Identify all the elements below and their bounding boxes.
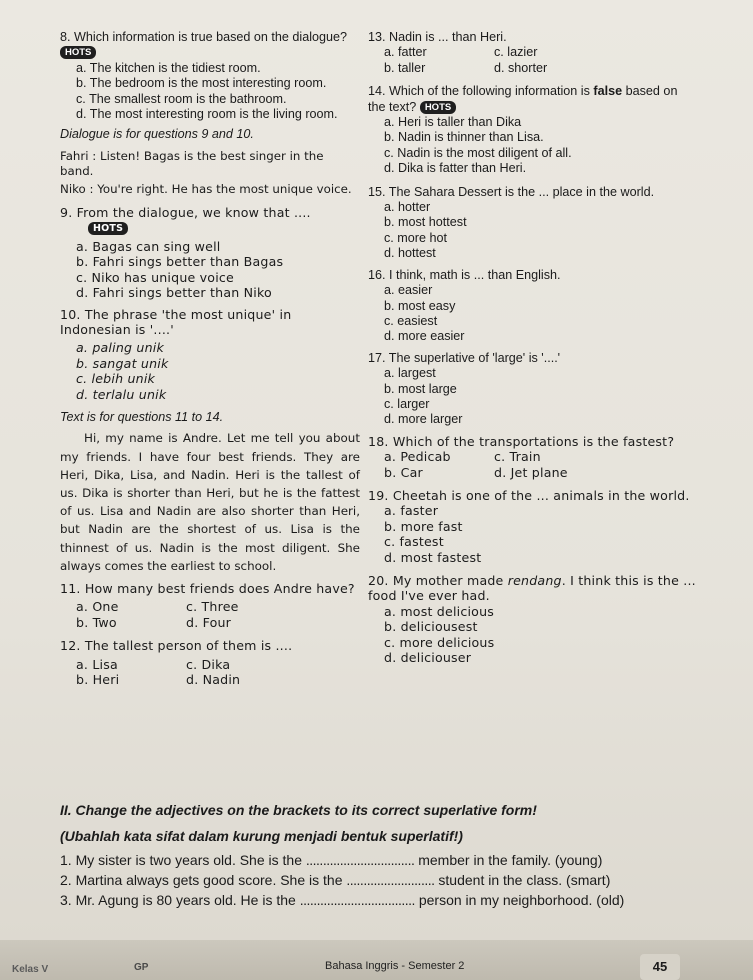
q13-option-b: b. taller <box>384 60 426 75</box>
question-12 <box>60 638 360 687</box>
q11-option-d: d. Four <box>186 614 232 630</box>
q12-option-c: c. Dika <box>186 656 231 672</box>
dialogue-line-2 <box>60 182 360 197</box>
q9-option-d: d. Fahri sings better than Niko <box>76 285 272 301</box>
item-2-post: student in the class. (smart) <box>438 872 611 888</box>
dialogue <box>60 149 360 197</box>
section-2-subtitle: (Ubahlah kata sifat dalam kurung menjadi bentuk superlatif!) <box>60 828 463 844</box>
hots-badge: HOTS <box>60 46 96 59</box>
q18-option-d: d. Jet plane <box>494 464 568 480</box>
section-2-item-1 <box>60 850 720 870</box>
q17-option-c: c. larger <box>384 396 430 411</box>
q11-option-c: c. Three <box>186 599 239 615</box>
question-13 <box>368 30 698 76</box>
q20-option-c: c. more delicious <box>384 634 495 650</box>
q18-option-b: b. Car <box>384 464 423 480</box>
q12-options-row-1 <box>60 657 360 672</box>
q8-option-c: c. The smallest room is the bathroom. <box>76 91 287 106</box>
question-8-text: 8. Which information is true based on the dialogue? <box>60 30 348 44</box>
q15-option-d: d. hottest <box>384 246 436 261</box>
question-17 <box>368 351 698 428</box>
question-17-text: 17. The superlative of 'large' is '....' <box>368 350 561 365</box>
q12-options-row-2 <box>60 672 360 687</box>
question-18-text: 18. Which of the transportations is the fastest? <box>368 433 675 449</box>
page-footer <box>0 930 753 980</box>
q20-option-b: b. deliciousest <box>384 619 478 635</box>
dialogue-line-2-text: You're right. He has the most unique voice. <box>97 181 352 196</box>
section-2-item-3 <box>60 890 720 910</box>
q13-option-a: a. fatter <box>384 45 427 60</box>
q17-option-d: d. more larger <box>384 412 463 427</box>
item-2-blank[interactable]: .......................... <box>346 872 435 888</box>
q16-option-c: c. easiest <box>384 313 438 328</box>
dialogue-label: Dialogue is for questions 9 and 10. <box>60 127 254 142</box>
q11-options-row-1 <box>60 599 360 614</box>
right-column <box>368 30 698 665</box>
q15-option-b: b. most hottest <box>384 215 467 230</box>
question-14 <box>368 84 698 176</box>
q14-option-d: d. Dika is fatter than Heri. <box>384 161 527 176</box>
publisher-logo-icon: GP <box>134 962 149 973</box>
question-9-text: 9. From the dialogue, we know that .... <box>60 205 311 221</box>
question-15 <box>368 185 698 262</box>
section-2-item-2 <box>60 870 720 890</box>
q10-option-c: c. lebih unik <box>76 371 156 387</box>
question-16-text: 16. I think, math is ... than English. <box>368 267 561 282</box>
q9-option-b: b. Fahri sings better than Bagas <box>76 254 284 270</box>
question-9 <box>60 205 360 300</box>
q18-options-row-2 <box>368 465 698 480</box>
question-8 <box>60 30 360 122</box>
speaker-niko: Niko : <box>60 181 94 196</box>
question-20-text-pre: 20. My mother made <box>368 573 508 588</box>
q16-option-a: a. easier <box>384 283 433 298</box>
question-12-text: 12. The tallest person of them is .... <box>60 638 293 654</box>
q17-option-b: b. most large <box>384 381 457 396</box>
q16-option-b: b. most easy <box>384 298 456 313</box>
item-1-blank[interactable]: ................................ <box>305 852 415 868</box>
speaker-fahri: Fahri : <box>60 148 97 163</box>
q19-option-d: d. most fastest <box>384 549 482 565</box>
item-2-pre: 2. Martina always gets good score. She is the <box>60 872 343 888</box>
false-word: false <box>593 84 623 99</box>
q18-options-row-1 <box>368 449 698 464</box>
question-16 <box>368 268 698 345</box>
q12-option-d: d. Nadin <box>186 672 241 687</box>
q14-option-b: b. Nadin is thinner than Lisa. <box>384 130 544 145</box>
item-3-blank[interactable]: .................................. <box>299 892 415 908</box>
hots-badge: HOTS <box>420 101 456 114</box>
q14-option-c: c. Nadin is the most diligent of all. <box>384 145 572 160</box>
q10-option-b: b. sangat unik <box>76 355 169 371</box>
q10-option-a: a. paling unik <box>76 340 164 356</box>
question-10 <box>60 307 360 402</box>
q13-options-row-1 <box>368 45 698 60</box>
q20-option-d: d. deliciouser <box>384 650 472 666</box>
q10-option-d: d. terlalu unik <box>76 386 167 402</box>
q8-option-b: b. The bedroom is the most interesting room. <box>76 76 327 91</box>
question-13-text: 13. Nadin is ... than Heri. <box>368 30 507 44</box>
q8-option-a: a. The kitchen is the tidiest room. <box>76 60 261 75</box>
q9-option-a: a. Bagas can sing well <box>76 238 221 254</box>
q18-option-a: a. Pedicab <box>384 449 451 465</box>
question-19 <box>368 488 698 565</box>
left-column <box>60 30 360 687</box>
q19-option-c: c. fastest <box>384 534 444 550</box>
question-11-text: 11. How many best friends does Andre have? <box>60 580 355 596</box>
kelas-label: Kelas V <box>12 964 49 975</box>
q11-option-b: b. Two <box>76 614 117 630</box>
question-15-text: 15. The Sahara Dessert is the ... place in the world. <box>368 184 655 199</box>
q20-option-a: a. most delicious <box>384 603 495 619</box>
q16-option-d: d. more easier <box>384 329 465 344</box>
question-20-text-em: rendang <box>507 573 562 588</box>
dialogue-line-1-text: Listen! Bagas is the best singer in the band. <box>60 148 324 179</box>
question-11 <box>60 581 360 630</box>
section-2-title: II. Change the adjectives on the brackets to its correct superlative form! <box>60 802 537 818</box>
book-title: Bahasa Inggris - Semester 2 <box>325 960 465 972</box>
q14-option-a: a. Heri is taller than Dika <box>384 115 522 130</box>
q19-option-b: b. more fast <box>384 518 463 534</box>
question-19-text: 19. Cheetah is one of the ... animals in the world. <box>368 487 690 503</box>
dialogue-line-1 <box>60 149 360 180</box>
question-10-text: 10. The phrase 'the most unique' in Indonesian is '....' <box>60 306 292 337</box>
q13-options-row-2 <box>368 61 698 76</box>
q12-option-a: a. Lisa <box>76 656 118 672</box>
q13-option-d: d. shorter <box>494 60 548 75</box>
q12-option-b: b. Heri <box>76 672 120 687</box>
page-number: 45 <box>640 954 680 980</box>
q18-option-c: c. Train <box>494 449 541 465</box>
q9-option-c: c. Niko has unique voice <box>76 269 234 285</box>
question-14-text: 14. Which of the following information is false based on the text? <box>368 84 678 114</box>
item-3-post: person in my neighborhood. (old) <box>418 892 625 908</box>
q13-option-c: c. lazier <box>494 45 538 60</box>
reading-passage: Hi, my name is Andre. Let me tell you about my friends. I have four best friends. They are Heri, Dika, Lisa, and Nadin. Heri is the tallest of us. Dika is shorter than Heri, but he is the fattest of us. Lisa and Nadin are also shorter than Heri, but Nadin are the shortest of us. Lisa is the thinnest of us. Nadin is the most diligent. She always comes the earliest to school. <box>60 431 360 573</box>
question-18 <box>368 434 698 480</box>
question-20-text-post: . I think this is the ... food I've ever had. <box>368 573 696 604</box>
q19-option-a: a. faster <box>384 503 439 519</box>
item-1-post: member in the family. (young) <box>418 852 603 868</box>
q8-option-d: d. The most interesting room is the living room. <box>76 107 338 122</box>
item-3-pre: 3. Mr. Agung is 80 years old. He is the <box>60 892 296 908</box>
q11-option-a: a. One <box>76 599 119 615</box>
section-2 <box>60 800 720 910</box>
hots-badge: HOTS <box>88 222 128 235</box>
item-1-pre: 1. My sister is two years old. She is the <box>60 852 302 868</box>
q17-option-a: a. largest <box>384 366 436 381</box>
question-20 <box>368 573 698 665</box>
q11-options-row-2 <box>60 615 360 630</box>
text-label: Text is for questions 11 to 14. <box>60 409 224 424</box>
q15-option-a: a. hotter <box>384 200 431 215</box>
q15-option-c: c. more hot <box>384 230 447 245</box>
